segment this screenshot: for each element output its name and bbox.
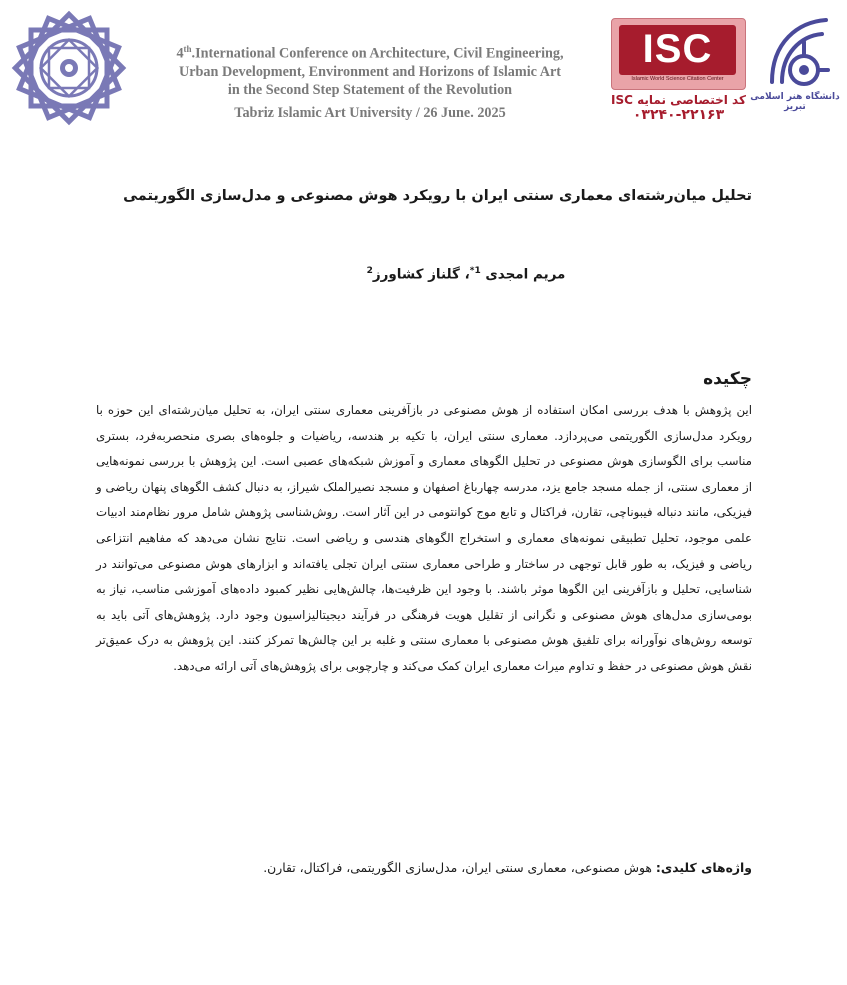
author-2: گلناز کشاورز <box>372 266 460 283</box>
isc-logo <box>611 18 746 123</box>
keywords <box>150 860 752 875</box>
isc-logo-text: ISC <box>619 25 736 75</box>
author-separator: ، <box>459 266 470 283</box>
conference-line-2: Urban Development, Environment and Horizons of Islamic Art <box>178 63 561 80</box>
paper-authors <box>80 266 752 283</box>
keywords-list: هوش مصنوعی، معماری سنتی ایران، مدل‌سازی الگوریتمی، فراکتال، تقارن. <box>263 860 656 875</box>
isc-badge <box>611 18 746 90</box>
conference-star-logo-icon <box>8 10 130 126</box>
conference-line-1: 4th.International Conference on Architecture, Civil Engineering, <box>176 44 564 62</box>
abstract-heading: چکیده <box>703 369 752 389</box>
conference-venue: Tabriz Islamic Art University / 26 June. 2025 <box>234 104 506 121</box>
keywords-label: واژه‌های کلیدی: <box>655 860 752 875</box>
abstract-body: این پژوهش با هدف بررسی امکان استفاده از هوش مصنوعی در بازآفرینی معماری سنتی ایران، به تحلیل میان‌رشته‌ای این حوزه با رویکرد مدل‌سازی الگوریتمی می‌پردازد. معماری سنتی ایران، با تکیه بر هندسه، ریاضیات و جلوه‌های بصری منحصربه‌فرد، بستری مناسب برای الگوسازی هوش مصنوعی در تحلیل الگوهای معماری و آموزش شبکه‌های عصبی است. این پژوهش با بررسی نمونه‌هایی از معماری سنتی، از جمله مسجد جامع یزد، مدرسه چهارباغ اصفهان و مسجد نصیرالملک شیراز، به دنبال کشف الگوهای پنهان ریاضی و فیزیکی، مانند دنباله فیبوناچی، تقارن، فراکتال و تابع موج کوانتومی در این آثار است. روش‌شناسی پژوهش شامل مرور نظام‌مند ادبیات علمی موجود، تحلیل تطبیقی نمونه‌های معماری و استخراج الگوهای هندسی و ریاضی است. نتایج نشان می‌دهد که مفاهیم انتزاعی ریاضی و فیزیک، به طور قابل توجهی در ساختار و طراحی معماری سنتی ایران تجلی یافته‌اند و ابزارهای هوش مصنوعی می‌توانند در شناسایی، تحلیل و بازآفرینی این الگوها موثر باشند. با وجود این ظرفیت‌ها، چالش‌هایی نظیر کمبود داده‌های آموزشی مناسب، نیاز به بومی‌سازی مدل‌های هوش مصنوعی و نگرانی از تقلیل هویت فرهنگی در فرآیند دیجیتالیزاسیون وجود دارد. پژوهش‌های آتی باید به توسعه روش‌های نوآورانه برای تلفیق هوش مصنوعی با معماری سنتی و غلبه بر این چالش‌ها تمرکز کنند. این پژوهش به درک عمیق‌تر نقش هوش مصنوعی در حفظ و تداوم میراث معماری ایران کمک می‌کند و چارچوبی برای پژوهش‌های آتی ارائه می‌دهد. <box>96 403 752 673</box>
isc-subtitle: Islamic World Science Citation Center <box>631 76 724 82</box>
university-name: دانشگاه هنر اسلامی تبریز <box>750 92 840 112</box>
author-1-mark: 1* <box>469 266 481 276</box>
paper-title: تحلیل میان‌رشته‌ای معماری سنتی ایران با رویکرد هوش مصنوعی و مدل‌سازی الگوریتمی <box>123 188 752 204</box>
isc-code-value: ۰۳۲۴۰-۲۲۱۶۳ <box>632 107 725 123</box>
author-2-mark: 2 <box>366 266 373 276</box>
isc-code-label: کد اختصاصی نمایه ISC <box>611 93 746 107</box>
page-header <box>0 0 847 140</box>
author-1: مریم امجدی <box>485 266 566 283</box>
conference-line-3: in the Second Step Statement of the Revolution <box>227 81 513 98</box>
conference-title <box>140 40 600 122</box>
